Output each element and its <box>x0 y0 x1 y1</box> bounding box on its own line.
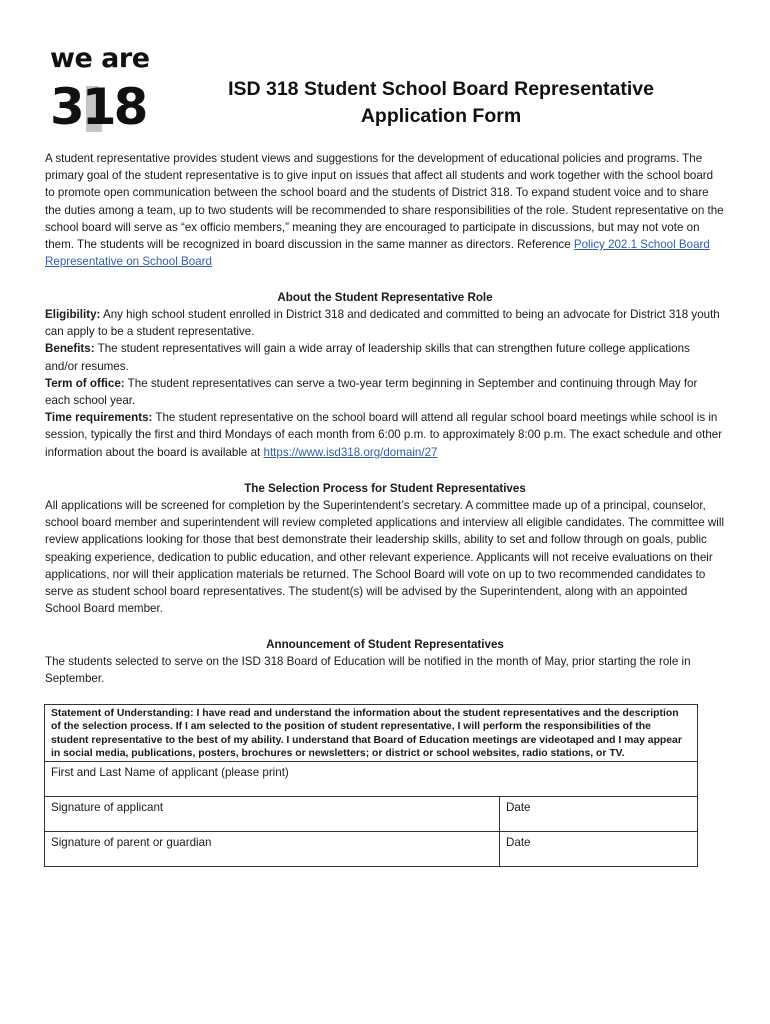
page-title <box>186 76 696 130</box>
policy-link[interactable]: Policy 202.1 School Board Representative on School Board <box>45 238 710 269</box>
selection-paragraph: All applications will be screened for completion by the Superintendent’s secretary. A committee made up of a principal, counselor, school board member and superintendent will review completed applications and interview all eligible candidates. The committee will review applications looking for those that best demonstrate their leadership skills, ability to set and follow through on goals, public speaking experience, dedication to public education, and other relevant experience. Applicants will not receive evaluations on their applications, nor will their application materials be returned. The School Board will vote on up to two recommended candidates to serve as student school board representatives. The student(s) will be advised by the Superintendent, along with an appointed School Board member. <box>45 499 725 616</box>
logo-line1: we are <box>50 43 150 74</box>
application-form-table <box>44 704 698 867</box>
title-line2: Application Form <box>360 105 522 127</box>
parent-date-field[interactable] <box>500 832 698 867</box>
parent-signature-field[interactable] <box>45 832 500 867</box>
board-schedule-link[interactable]: https://www.isd318.org/domain/27 <box>263 445 438 459</box>
applicant-date-label: Date <box>506 801 531 815</box>
term-text: The student representatives can serve a two-year term beginning in September and continuing through May for each school year. <box>45 376 698 408</box>
about-section <box>45 306 725 461</box>
term-paragraph <box>45 375 725 409</box>
title-line1: ISD 318 Student School Board Representative <box>228 78 654 100</box>
eligibility-text: Any high school student enrolled in District 318 and dedicated and committed to being an advocate for District 318 youth can apply to be a student representative. <box>45 308 720 339</box>
applicant-signature-label: Signature of applicant <box>51 801 164 815</box>
intro-paragraph <box>45 150 725 270</box>
logo-line2: 318 <box>50 78 146 136</box>
we-are-318-logo <box>48 44 156 142</box>
eligibility-paragraph <box>45 306 725 340</box>
parent-date-label: Date <box>506 836 531 850</box>
applicant-date-field[interactable] <box>500 797 698 832</box>
announcement-paragraph: The students selected to serve on the ISD 318 Board of Education will be notified in the month of May, prior starting the role in September. <box>45 655 691 686</box>
term-label: Term of office: <box>45 376 125 390</box>
about-heading: About the Student Representative Role <box>277 291 493 304</box>
parent-signature-label: Signature of parent or guardian <box>51 836 212 850</box>
benefits-paragraph <box>45 340 725 374</box>
time-paragraph <box>45 409 725 461</box>
selection-heading: The Selection Process for Student Representatives <box>244 482 526 495</box>
benefits-text: The student representatives will gain a wide array of leadership skills that can strengthen future college applications and/or resumes. <box>45 342 690 373</box>
applicant-name-field[interactable] <box>45 762 698 797</box>
announcement-heading: Announcement of Student Representatives <box>266 638 504 651</box>
intro-text: A student representative provides student views and suggestions for the development of educational policies and programs. The primary goal of the student representative is to give input on issues that affect all students and work together with the school board to promote open communication between the school board and the students of District 318. To expand student voice and to share the duties among a team, up to two students will be recommended to share responsibilities of the role. Student representative on the school board will serve as “ex officio members,” meaning they are encouraged to participate in discussions, but may not vote on them. The students will be recognized in board discussion in the same manner as directors. Reference <box>45 152 724 252</box>
statement-of-understanding: Statement of Understanding: I have read and understand the information about the student representatives and the description of the selection process. If I am selected to the position of student representative, I will perform the responsibilities of the student representative to the best of my ability. I understand that Board of Education meetings are videotaped and I may appear in social media, publications, posters, brochures or newsletters; or district or school websites, radio stations, or TV. <box>45 705 698 762</box>
time-text: The student representative on the school board will attend all regular school board meetings while school is in session, typically the first and third Mondays of each month from 6:00 p.m. to approximately 8:00 p.m. The exact schedule and other information about the board is available at <box>45 411 723 459</box>
applicant-name-label: First and Last Name of applicant (please print) <box>51 766 289 780</box>
applicant-signature-field[interactable] <box>45 797 500 832</box>
eligibility-label: Eligibility: <box>45 308 101 321</box>
time-label: Time requirements: <box>45 411 153 425</box>
benefits-label: Benefits: <box>45 342 95 356</box>
